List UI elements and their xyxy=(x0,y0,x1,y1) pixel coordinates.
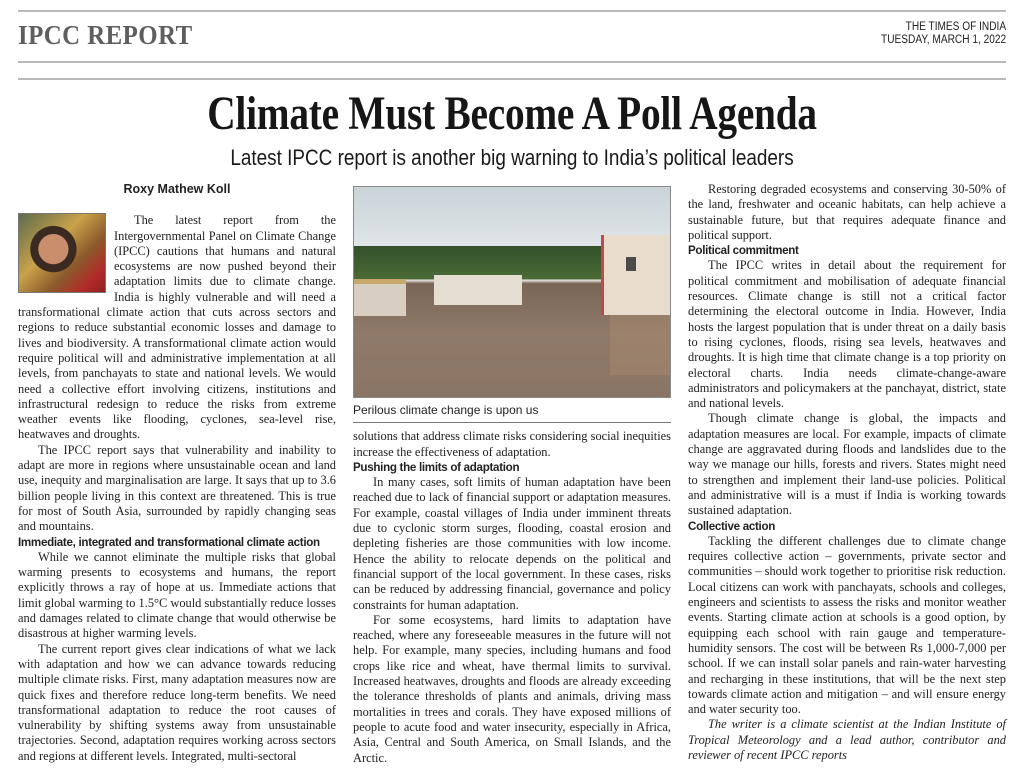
paragraph: Though climate change is global, the impacts and adaptation measures are local. For example, impacts of climate change are aggravated during floods and landslides due to the way we manage our hills, forests and rivers. States might need to strengthen and implement their land-use policies. Political and administrative will is a must if India is working towards sustained adaptation. xyxy=(688,411,1006,518)
paragraph: While we cannot eliminate the multiple risks that global warming presents to ecosystems and humans, the report explicitly throws a ray of hope at us. Immediate actions that limit global warming to 1.5°C would substantially reduce losses and damages related to climate change that would otherwise be disastrous at higher warming levels. xyxy=(18,549,336,641)
paragraph: The IPCC writes in detail about the requirement for political commitment and mobilisation of adequate financial resources. Climate change is still not a critical factor determining the electoral outcome in India. However, India hosts the largest population that is under threat on a daily basis to rising cyclones, floods, rising sea levels, heatwaves and droughts. It is high time that climate change is a top priority on electoral charts. India needs climate-change-aware administrators and policymakers at the panchayat, district, state and national levels. xyxy=(688,258,1006,411)
top-rule xyxy=(18,10,1006,12)
flood-photo xyxy=(353,186,671,398)
byline: Roxy Mathew Koll xyxy=(123,182,231,196)
header-rule-1 xyxy=(18,61,1006,63)
column-2 xyxy=(353,186,671,766)
subtitle: Collective action xyxy=(688,519,776,533)
paragraph: The latest report from the Intergovernmental Panel on Climate Change (IPCC) cautions that humans and natural ecosystems are now pushed beyond their adaptation limits due to climate change. India is highly vulnerable and will need a transformational climate action that cuts across sectors and regions to reduce substantial economic losses and damage to lives and biodiversity. A transformational climate action would require political will and administrative implementation at all levels, from panchayats to state and national levels. We would need a collective effort involving citizens, institutions and infrastructural redesign to reduce the risks from extreme weather events like flooding, cyclones, sea-level rise, heatwaves and droughts. xyxy=(18,213,336,442)
headline: Climate Must Become A Poll Agenda xyxy=(207,87,817,140)
section-label: IPCC REPORT xyxy=(18,20,193,50)
photo-building xyxy=(434,275,522,305)
paragraph: Restoring degraded ecosystems and conserving 30-50% of the land, freshwater and oceanic habitats, can help achieve a sustainable future, but that requires adequate finance and political support. xyxy=(688,182,1006,242)
photo-reflection xyxy=(610,315,670,375)
photo-building xyxy=(354,279,406,316)
photo-caption: Perilous climate change is upon us xyxy=(353,398,671,423)
column-3 xyxy=(688,182,1006,763)
photo-building xyxy=(601,235,670,315)
publication-date: TUESDAY, MARCH 1, 2022 xyxy=(880,34,1006,46)
author-note: The writer is a climate scientist at the Indian Institute of Tropical Meteorology and a lead author, contributor and reviewer of recent IPCC reports xyxy=(688,717,1006,762)
paragraph: In many cases, soft limits of human adaptation have been reached due to lack of financial support or adaptation measures. For example, coastal villages of India under imminent threats due to cyclonic storm surges, flooding, coastal erosion and depleting fisheries are those communities with low income. Hence the ability to relocate depends on the political and financial support of the local government. In these cases, risks can be reduced by addressing financial, governance and policy constraints for human adaptation. xyxy=(353,475,671,612)
subtitle: Immediate, integrated and transformational climate action xyxy=(18,535,320,549)
paragraph: For some ecosystems, hard limits to adaptation have reached, where any foreseeable measures in the future will not help. For example, many species, including humans and food crops like rice and wheat, have thermal limits to survival. Increased heatwaves, droughts and floods are already exceeding the tolerance thresholds of plants and animals, driving mass mortalities in trees and corals. They have exposed millions of people to acute food and water insecurity, especially in Africa, Asia, Central and South America, on Small Islands, and the Arctic. xyxy=(353,612,671,765)
header-rule-2 xyxy=(18,78,1006,80)
column-1 xyxy=(18,182,336,764)
subheadline: Latest IPCC report is another big warning to India’s political leaders xyxy=(230,145,794,170)
paragraph: The current report gives clear indications of what we lack with adaptation and how we can advance towards reducing multiple climate risks. First, many adaptation measures now are quick fixes and therefore reduce long-term benefits. We need transformational adaptation to reduce the root causes of vulnerability by shifting systems away from unsustainable trajectories. Second, adaptation requires working across sectors and regions at different levels. Integrated, multi-sectoral xyxy=(18,641,336,763)
author-photo xyxy=(18,213,106,293)
masthead xyxy=(881,21,1006,47)
subtitle: Pushing the limits of adaptation xyxy=(353,460,520,474)
paragraph: solutions that address climate risks considering social inequities increase the effectiveness of adaptation. xyxy=(353,429,671,459)
paragraph: Tackling the different challenges due to climate change requires collective action – governments, private sector and communities – should work together to prioritise risk reduction. Local citizens can work with panchayats, schools and colleges, engineers and scientists to assess the risks and monitor weather events. Starting climate action at schools is a good option, by equipping each school with rain gauge and temperature-humidity sensors. The cost will be between Rs 1,000-7,000 per school. If we can install solar panels and rain-water harvesting and recharging in these institutions, that will be the next step towards climate action and mitigation – and will ensure energy and water security too. xyxy=(688,533,1006,717)
subtitle: Political commitment xyxy=(688,244,799,258)
paragraph: The IPCC report says that vulnerability and inability to adapt are more in regions where unsustainable ocean and land use, inequity and marginalisation are large. It says that up to 3.6 billion people living in this context are threatened. This is true for most of South Asia, surrounded by rapidly changing seas and mountains. xyxy=(18,442,336,534)
publication-name: THE TIMES OF INDIA xyxy=(905,21,1006,33)
